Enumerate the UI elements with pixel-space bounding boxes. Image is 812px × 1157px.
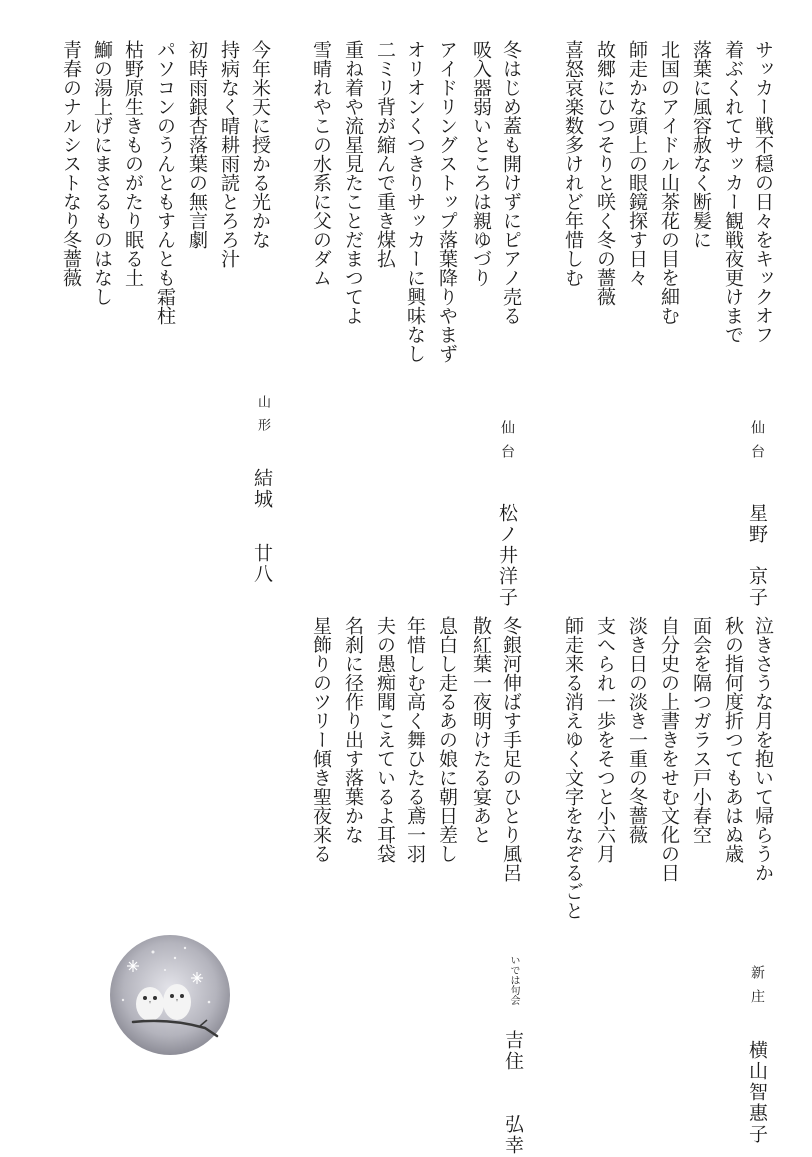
haiku-line: アイドリングストップ落葉降りやまず (436, 40, 458, 363)
haiku-line: 鰤の湯上げにまさるものはなし (91, 40, 113, 306)
haiku-line: 故郷にひつそりと咲く冬の薔薇 (594, 40, 616, 306)
haiku-line: 息白し走るあの娘に朝日差し (436, 616, 458, 863)
haiku-line: 名刹に径作り出す落葉かな (342, 616, 364, 844)
haiku-line: 支へられ一歩をそつと小六月 (594, 616, 616, 863)
haiku-line: 淡き日の淡き一重の冬薔薇 (626, 616, 648, 844)
author-place: いでは句会 (508, 955, 519, 1005)
author-place: 山形 (255, 395, 270, 441)
haiku-line: 泣きさうな月を抱いて帰らうか (752, 616, 774, 882)
haiku-line: 冬はじめ蓋も開けずにピアノ売る (500, 40, 522, 325)
author-credit (494, 420, 521, 608)
haiku-line: サッカー戦不穏の日々をキックオフ (752, 40, 774, 344)
haiku-line: 秋の指何度折つてもあはぬ歳 (722, 616, 744, 863)
owl-right-icon (163, 984, 191, 1020)
owl-left-icon (136, 987, 164, 1021)
author-name: 星野 京子 (746, 503, 768, 609)
haiku-line: 持病なく晴耕雨読とろろ汁 (218, 40, 240, 268)
haiku-line: 青春のナルシストなり冬薔薇 (60, 40, 82, 287)
author-name: 松ノ井洋子 (496, 503, 518, 609)
haiku-line: 夫の愚痴聞こえているよ耳袋 (374, 616, 396, 863)
author-credit (744, 420, 771, 608)
haiku-line: 吸入器弱いところは親ゆづり (470, 40, 492, 287)
haiku-line: 着ぶくれてサッカー観戦夜更けまで (722, 40, 744, 344)
author-credit (249, 395, 276, 585)
haiku-line: 二ミリ背が縮んで重き煤払 (374, 40, 396, 268)
author-name: 横山智惠子 (746, 1040, 768, 1146)
haiku-line: 北国のアイドル山茶花の目を細む (658, 40, 680, 325)
haiku-line: 冬銀河伸ばす手足のひとり風呂 (500, 616, 522, 882)
haiku-line: 師走かな頭上の眼鏡探す日々 (626, 40, 648, 287)
haiku-line: 年惜しむ高く舞ひたる鳶一羽 (404, 616, 426, 863)
haiku-line: 今年米天に授かる光かな (249, 40, 271, 249)
author-place: 新庄 (749, 965, 765, 1013)
author-age: 廿八 (251, 543, 273, 586)
haiku-line: 落葉に風容赦なく断髪に (690, 40, 712, 249)
haiku-line: 星飾りのツリー傾き聖夜来る (310, 616, 332, 863)
snowy-owls-icon (105, 930, 235, 1060)
haiku-line: 枯野原生きものがたり眠る土 (122, 40, 144, 287)
author-place: 仙台 (499, 420, 515, 468)
haiku-line: 雪晴れやこの水系に父のダム (310, 40, 332, 287)
haiku-line: 面会を隔つガラス戸小春空 (690, 616, 712, 844)
author-name: 吉住 弘幸 (502, 1030, 524, 1157)
author-credit (500, 955, 527, 1156)
haiku-line: 初時雨銀杏落葉の無言劇 (186, 40, 208, 249)
haiku-line: 自分史の上書きをせむ文化の日 (658, 616, 680, 882)
haiku-line: オリオンくつきりサッカーに興味なし (404, 40, 426, 363)
haiku-line: 喜怒哀楽数多けれど年惜しむ (562, 40, 584, 287)
author-credit (744, 965, 771, 1145)
haiku-line: 重ね着や流星見たことだまつてよ (342, 40, 364, 325)
haiku-line: 散紅葉一夜明けたる宴あと (470, 616, 492, 844)
haiku-line: パソコンのうんともすんとも霜柱 (154, 40, 176, 325)
author-name: 結城 (251, 468, 273, 511)
haiku-line: 師走来る消えゆく文字をなぞるごと (562, 616, 584, 920)
author-place: 仙台 (749, 420, 765, 468)
